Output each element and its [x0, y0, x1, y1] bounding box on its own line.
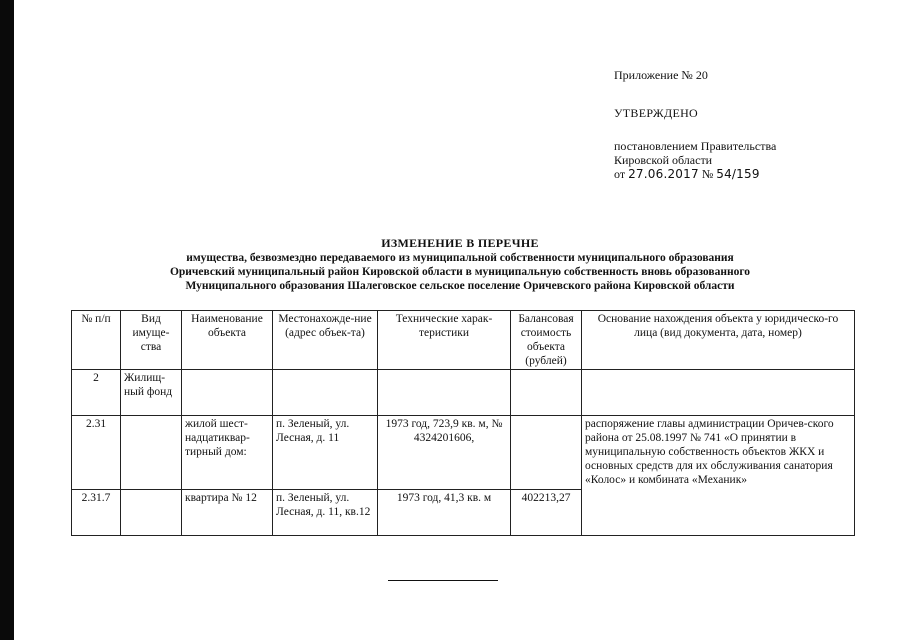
- cell-name: жилой шест-надцатиквар-тирный дом:: [182, 416, 273, 490]
- cell-basis: [582, 370, 855, 416]
- cell-tech: 1973 год, 41,3 кв. м: [378, 490, 511, 536]
- header-value: Балансовая стоимость объекта (рублей): [511, 311, 582, 370]
- cell-type: Жилищ-ный фонд: [121, 370, 182, 416]
- cell-value: [511, 416, 582, 490]
- approved-label: УТВЕРЖДЕНО: [614, 106, 699, 120]
- cell-tech: 1973 год, 723,9 кв. м, № 4324201606,: [378, 416, 511, 490]
- cell-location: п. Зеленый, ул. Лесная, д. 11, кв.12: [273, 490, 378, 536]
- header-type: Вид имуще-ства: [121, 311, 182, 370]
- cell-tech: [378, 370, 511, 416]
- cell-type: [121, 490, 182, 536]
- decree-block: [614, 139, 874, 181]
- document-title: [100, 236, 820, 293]
- header-num: № п/п: [72, 311, 121, 370]
- decree-line-3: [614, 167, 874, 181]
- cell-value: 402213,27: [511, 490, 582, 536]
- table-row: [72, 416, 855, 490]
- header-name: Наименование объекта: [182, 311, 273, 370]
- cell-location: п. Зеленый, ул. Лесная, д. 11: [273, 416, 378, 490]
- decree-line-2: Кировской области: [614, 153, 713, 167]
- decree-prefix: от: [614, 167, 626, 181]
- cell-value: [511, 370, 582, 416]
- scan-edge: [0, 0, 14, 640]
- header-tech: Технические харак-теристики: [378, 311, 511, 370]
- footer-divider: [388, 580, 498, 581]
- cell-num: 2.31: [72, 416, 121, 490]
- title-line-3: Муниципального образования Шалеговское сельское поселение Оричевского района Кировской области: [185, 280, 735, 292]
- decree-date: 27.06.2017: [628, 167, 699, 181]
- cell-location: [273, 370, 378, 416]
- decree-line-1: постановлением Правительства: [614, 139, 777, 153]
- table-header-row: [72, 311, 855, 370]
- title-main: ИЗМЕНЕНИЕ В ПЕРЕЧНЕ: [381, 236, 539, 250]
- header-location: Местонахожде-ние (адрес объек-та): [273, 311, 378, 370]
- table-row: [72, 370, 855, 416]
- approval-header: [614, 68, 874, 181]
- property-table: [71, 310, 855, 536]
- decree-number-sign: №: [701, 167, 714, 181]
- cell-type: [121, 416, 182, 490]
- cell-num: 2: [72, 370, 121, 416]
- cell-name: [182, 370, 273, 416]
- header-basis: Основание нахождения объекта у юридическо-го лица (вид документа, дата, номер): [582, 311, 855, 370]
- cell-name: квартира № 12: [182, 490, 273, 536]
- title-line-2: Оричевский муниципальный район Кировской области в муниципальную собственность вновь образованного: [169, 266, 751, 278]
- appendix-label: Приложение № 20: [614, 68, 708, 82]
- decree-number: 54/159: [716, 167, 760, 181]
- cell-basis: распоряжение главы администрации Оричев-ского района от 25.08.1997 № 741 «О принятии в муниципальную собственность объектов ЖКХ и основных средств для их обслуживания санатория «Колос» и комбината «Механик»: [582, 416, 855, 536]
- cell-num: 2.31.7: [72, 490, 121, 536]
- title-line-1: имущества, безвозмездно передаваемого из муниципальной собственности муниципального образования: [186, 252, 734, 264]
